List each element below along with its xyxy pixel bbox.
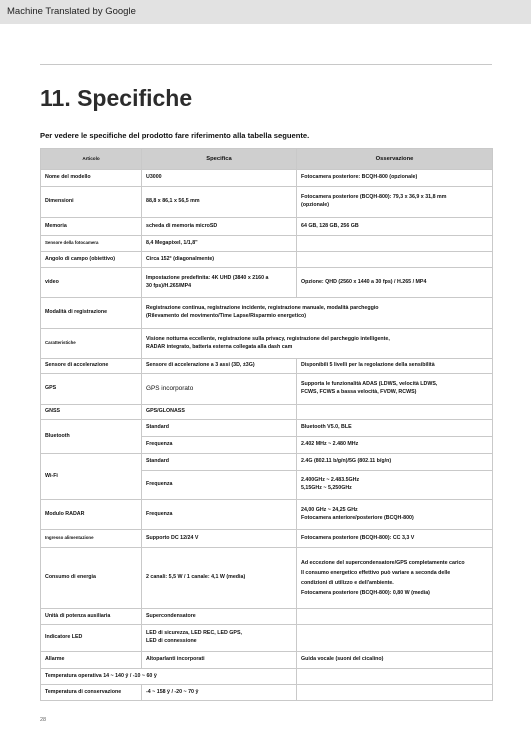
row-label: Indicatore LED	[41, 625, 142, 652]
header-osservazione: Osservazione	[297, 149, 493, 170]
row-label: Dimensioni	[41, 187, 142, 218]
row-note	[297, 609, 493, 625]
row-label: Caratteristiche	[41, 329, 142, 359]
intro-text: Per vedere le specifiche del prodotto fare riferimento alla tabella seguente.	[40, 131, 310, 140]
row-spec: Supporto DC 12/24 V	[142, 530, 297, 548]
row-label: Temperatura di conservazione	[41, 685, 142, 701]
row-note	[297, 236, 493, 252]
row-spec: Supercondensatore	[142, 609, 297, 625]
row-label: Modalità di registrazione	[41, 298, 142, 329]
table-row	[41, 359, 493, 374]
table-row	[41, 268, 493, 298]
row-note	[297, 405, 493, 420]
table-row	[41, 625, 493, 652]
row-note: Disponibili 5 livelli per la regolazione della sensibilità	[297, 359, 493, 374]
row-label: Allarme	[41, 652, 142, 669]
row-spec: 8,4 Megapixel, 1/1,8"	[142, 236, 297, 252]
page-title: 11. Specifiche	[40, 85, 193, 111]
row-spec: Frequenza	[142, 500, 297, 530]
row-spec: 2 canali: 5,5 W / 1 canale: 4,1 W (media)	[142, 548, 297, 609]
row-spec: -4 ~ 158 ÿ / -20 ~ 70 ÿ	[142, 685, 297, 701]
row-spec: Standard	[142, 454, 297, 471]
table-row	[41, 374, 493, 405]
row-note: 2.400GHz ~ 2.483.5GHz 5,15GHz ~ 5,250GHz	[297, 471, 493, 500]
header-specifica: Specifica	[142, 149, 297, 170]
table-row	[41, 298, 493, 329]
row-spec: Standard	[142, 420, 297, 437]
row-note: Opzione: QHD (2560 x 1440 a 30 fps) / H.265 / MP4	[297, 268, 493, 298]
row-note: Fotocamera posteriore (BCQH-800): 79,3 x 36,9 x 31,8 mm (opzionale)	[297, 187, 493, 218]
row-spec: Frequenza	[142, 437, 297, 454]
row-label: Angolo di campo (obiettivo)	[41, 252, 142, 268]
table-row	[41, 405, 493, 420]
machine-translation-banner: Machine Translated by Google	[0, 0, 531, 24]
table-header-row	[41, 149, 493, 170]
row-label: Memoria	[41, 218, 142, 236]
row-label: Ingresso alimentazione	[41, 530, 142, 548]
row-label: GNSS	[41, 405, 142, 420]
row-spec: Visione notturna eccellente, registrazione sulla privacy, registrazione del parcheggio intelligente, RADAR integrato, batteria esterna collegata alla dash cam	[142, 329, 493, 359]
row-note: Fotocamera posteriore: BCQH-800 (opzionale)	[297, 170, 493, 187]
row-note: 64 GB, 128 GB, 256 GB	[297, 218, 493, 236]
row-spec: GPS incorporato	[142, 374, 297, 405]
header-divider	[40, 64, 492, 65]
row-label: video	[41, 268, 142, 298]
table-row	[41, 530, 493, 548]
row-spec: Altoparlanti incorporati	[142, 652, 297, 669]
row-spec: GPS/GLONASS	[142, 405, 297, 420]
row-spec: Frequenza	[142, 471, 297, 500]
table-row	[41, 669, 493, 685]
row-spec: 88,8 x 86,1 x 56,5 mm	[142, 187, 297, 218]
page-number: 28	[40, 717, 47, 723]
table-row	[41, 548, 493, 609]
table-row	[41, 329, 493, 359]
row-note	[297, 669, 493, 685]
row-spec: LED di sicurezza, LED REC, LED GPS, LED di connessione	[142, 625, 297, 652]
row-note	[297, 625, 493, 652]
row-spec: Circa 152° (diagonalmente)	[142, 252, 297, 268]
table-row	[41, 652, 493, 669]
row-note: 24,00 GHz ~ 24,25 GHz Fotocamera anteriore/posteriore (BCQH-800)	[297, 500, 493, 530]
table-row	[41, 420, 493, 437]
table-row	[41, 170, 493, 187]
table-row	[41, 609, 493, 625]
row-label: Bluetooth	[41, 420, 142, 454]
row-note: 2.402 MHz ~ 2.480 MHz	[297, 437, 493, 454]
row-label: Wi-Fi	[41, 454, 142, 500]
row-note: Guida vocale (suoni del cicalino)	[297, 652, 493, 669]
row-label: Sensore di accelerazione	[41, 359, 142, 374]
row-note: Supporta le funzionalità ADAS (LDWS, velocità LDWS, FCWS, FCWS a bassa velocità, FVDW, RCWS)	[297, 374, 493, 405]
row-label: Sensore della fotocamera	[41, 236, 142, 252]
row-label: Temperatura operativa 14 ~ 140 ÿ / -10 ~ 60 ÿ	[41, 669, 297, 685]
row-note: 2.4G (802.11 b/g/n)/5G (802.11 b/g/n)	[297, 454, 493, 471]
row-spec: Sensore di accelerazione a 3 assi (3D, ±3G)	[142, 359, 297, 374]
row-spec: scheda di memoria microSD	[142, 218, 297, 236]
table-row	[41, 218, 493, 236]
row-note: Ad eccezione del supercondensatore/GPS completamente carico Il consumo energetico effettivo può variare a seconda delle condizioni di utilizzo e dell'ambiente. Fotocamera posteriore (BCQH-800): 0,80 W (media)	[297, 548, 493, 609]
table-row	[41, 454, 493, 471]
table-row	[41, 236, 493, 252]
row-label: Modulo RADAR	[41, 500, 142, 530]
table-row	[41, 187, 493, 218]
table-row	[41, 685, 493, 701]
row-note: Fotocamera posteriore (BCQH-800): CC 3,3 V	[297, 530, 493, 548]
row-note: Bluetooth V5.0, BLE	[297, 420, 493, 437]
row-note	[297, 685, 493, 701]
row-label: Consumo di energia	[41, 548, 142, 609]
row-label: GPS	[41, 374, 142, 405]
row-label: Nome del modello	[41, 170, 142, 187]
row-spec: Registrazione continua, registrazione incidente, registrazione manuale, modalità parcheggio (Rilevamento del movimento/Time Lapse/Risparmio energetico)	[142, 298, 493, 329]
row-label: Unità di potenza ausiliaria	[41, 609, 142, 625]
table-row	[41, 252, 493, 268]
row-spec: U3000	[142, 170, 297, 187]
spec-table	[40, 148, 493, 701]
table-row	[41, 500, 493, 530]
header-articolo: Articolo	[41, 149, 142, 170]
row-spec: Impostazione predefinita: 4K UHD (3840 x 2160 a 30 fps)/H.265/MP4	[142, 268, 297, 298]
row-note	[297, 252, 493, 268]
